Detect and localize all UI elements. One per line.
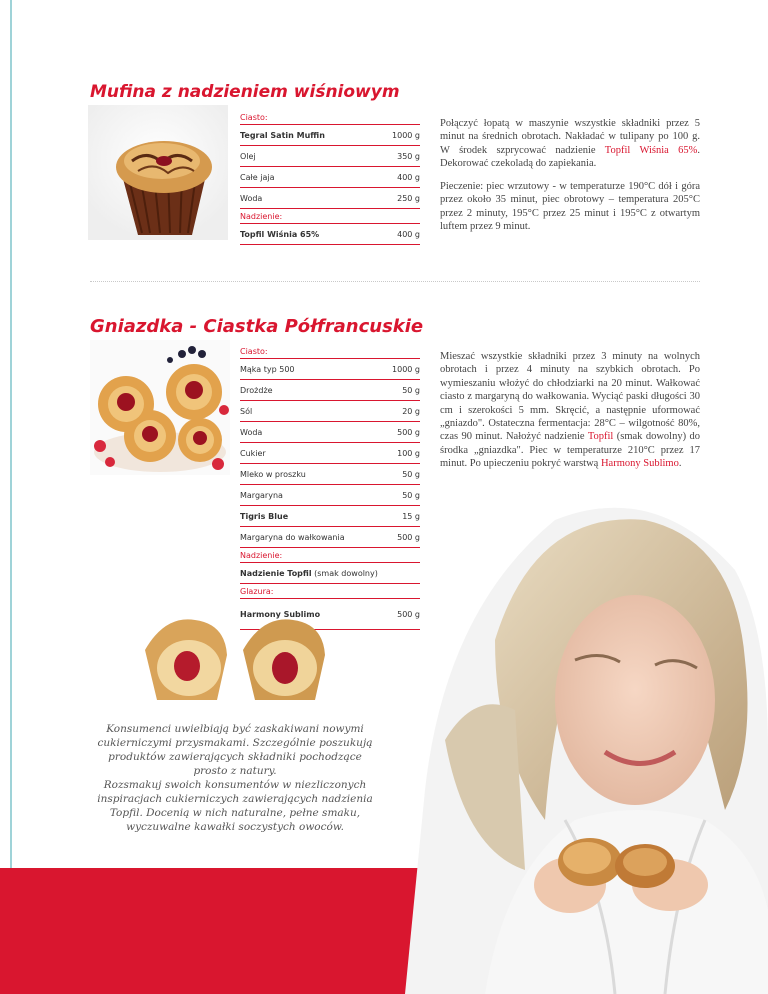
ingredient-qty: 350 g (375, 146, 420, 167)
ingredient-row (240, 401, 420, 422)
ingredient-name: Mąka typ 500 (240, 359, 382, 380)
product-highlight: Topfil Wiśnia 65% (604, 144, 698, 156)
cut-muffins-photo (135, 610, 335, 705)
ingredient-name: Woda (240, 422, 382, 443)
ingredient-row (240, 506, 420, 527)
ingredient-qty: 50 g (382, 485, 420, 506)
ingredient-qty: 50 g (382, 380, 420, 401)
woman-eating-muffin-photo (405, 490, 768, 994)
ingredient-row (240, 464, 420, 485)
recipe2-filling-header: Nadzienie: (240, 548, 420, 563)
ingredient-qty: 15 g (382, 506, 420, 527)
ingredient-qty: 100 g (382, 443, 420, 464)
ingredient-qty: 1000 g (382, 359, 420, 380)
ingredient-name: Cukier (240, 443, 382, 464)
ingredient-name: Olej (240, 146, 375, 167)
ingredient-name: Drożdże (240, 380, 382, 401)
ingredient-name: Nadzienie Topfil (smak dowolny) (240, 563, 420, 584)
ingredient-qty: 50 g (382, 464, 420, 485)
ingredient-row (240, 422, 420, 443)
ingredient-row (240, 563, 420, 584)
ingredient-row (240, 125, 420, 146)
ingredient-name: Mleko w proszku (240, 464, 382, 485)
ingredient-name: Tegral Satin Muffin (240, 125, 375, 146)
product-highlight: Topfil (587, 431, 614, 443)
ingredient-row (240, 146, 420, 167)
recipe1-title: Mufina z nadzieniem wiśniowym (90, 82, 400, 102)
ingredient-name: Margaryna (240, 485, 382, 506)
ingredient-qty: 400 g (375, 167, 420, 188)
ingredient-name: Całe jaja (240, 167, 375, 188)
ingredient-row (240, 380, 420, 401)
recipe1-dough-header: Ciasto: (240, 110, 420, 125)
ingredient-row (240, 485, 420, 506)
recipe2-method-text: Mieszać wszystkie składniki przez 3 minuty na wolnych obrotach i przez 4 minuty na szybkich obrotach. Po wymieszaniu włożyć do chłodziarki na 20 minut. Wałkować ciasto z margaryną do wałkowania. Wyciąć paski długości 30 cm i szerokości 5 mm. Skręcić, a następnie uformować „gniazdo". Ostateczna fermentacja: 28°C – wilgotność 80%, czas 90 minut. Nałożyć nadzienie Topfil (smak dowolny) do środka „gniazdka". Piec w temperaturze 210°C przez 17 minut. Po upieczeniu pokryć warstwą Harmony Sublimo. (440, 351, 700, 470)
recipe2-glaze-header: Glazura: (240, 584, 420, 599)
recipe2-ingredients-table (240, 344, 420, 630)
ingredient-qty: 500 g (382, 599, 420, 630)
left-margin-rule (10, 0, 12, 994)
ingredient-qty: 400 g (375, 224, 420, 245)
recipe2-title: Gniazdka - Ciastka Półfrancuskie (90, 316, 424, 337)
ingredient-row (240, 359, 420, 380)
recipe2-dough-header: Ciasto: (240, 344, 420, 359)
ingredient-name: Tigris Blue (240, 506, 382, 527)
ingredient-row (240, 167, 420, 188)
recipe1-baking-text: Pieczenie: piec wrzutowy - w temperaturze 190°C dół i góra przez około 35 minut, piec obrotowy – temperatura 205°C przez 2 minuty, 195°C przez 25 minut i 195°C z otwartym luftem przez 9 minut. (440, 181, 700, 233)
ingredient-qty: 20 g (382, 401, 420, 422)
muffin-photo (88, 105, 228, 240)
quote-paragraph-2: Rozsmakuj swoich konsumentów w niezliczonych inspiracjach cukierniczych zawierających nadzienia Topfil. Docenią w nich naturalne, pełne smaku, wyczuwalne kawałki soczystych owoców. (97, 779, 373, 833)
section-divider (90, 281, 700, 282)
recipe1-filling-header: Nadzienie: (240, 209, 420, 224)
ingredient-row (240, 527, 420, 548)
ingredient-qty: 500 g (382, 527, 420, 548)
ingredient-name: Margaryna do wałkowania (240, 527, 382, 548)
ingredient-qty: 1000 g (375, 125, 420, 146)
ingredient-name: Woda (240, 188, 375, 209)
product-highlight: Harmony Sublimo (600, 458, 679, 470)
recipe1-ingredients-table (240, 110, 420, 245)
ingredient-row (240, 443, 420, 464)
ingredient-qty: 500 g (382, 422, 420, 443)
ingredient-name: Topfil Wiśnia 65% (240, 224, 375, 245)
ingredient-row (240, 224, 420, 245)
recipe1-method-text: Połączyć łopatą w maszynie wszystkie składniki przez 5 minut na średnich obrotach. Nakładać w tulipany po 100 g. W środek szprycować nadzienie Topfil Wiśnia 65%. Dekorować czekoladą do zapiekania. (440, 118, 701, 170)
pastry-nests-photo (90, 340, 230, 475)
ingredient-name: Harmony Sublimo (240, 599, 382, 630)
quote-paragraph-1: Konsumenci uwielbiają być zaskakiwani nowymi cukierniczymi przysmakami. Szczególnie poszukują produktów zawierających składniki pochodzące prosto z natury. (97, 723, 373, 777)
ingredient-name: Sól (240, 401, 382, 422)
ingredient-row (240, 188, 420, 209)
ingredient-qty: 250 g (375, 188, 420, 209)
